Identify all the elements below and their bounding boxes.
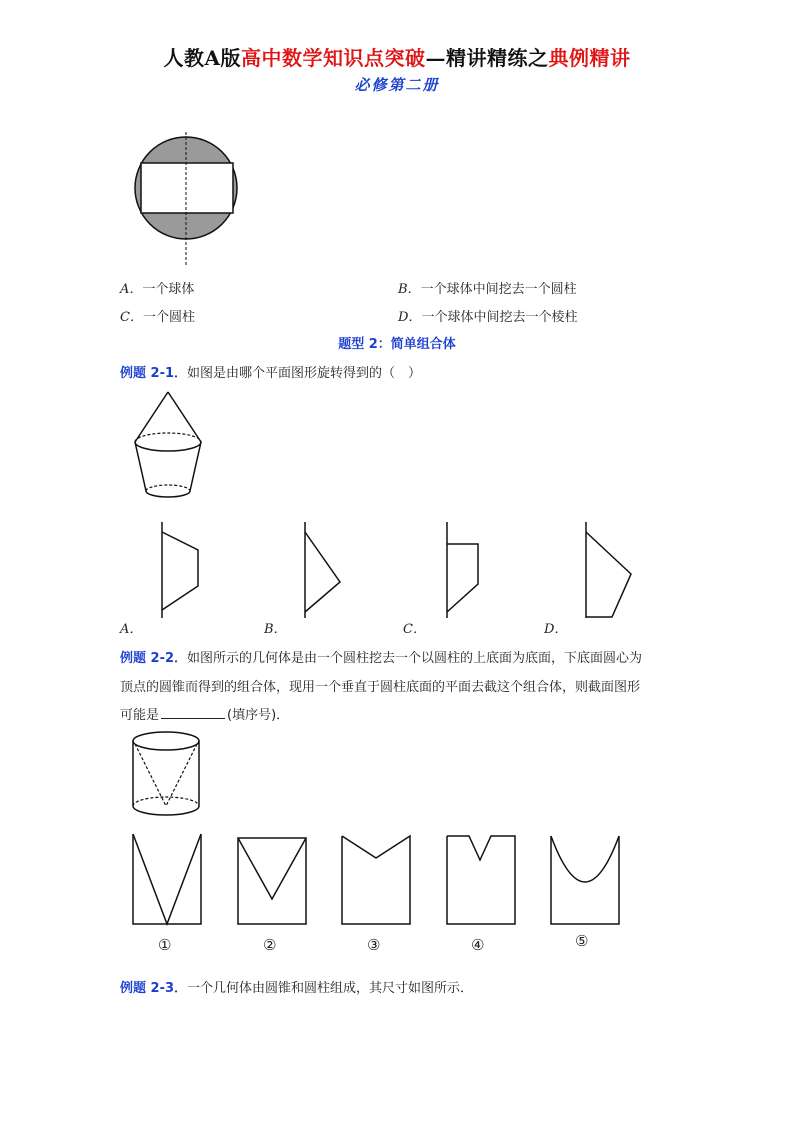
answer-blank[interactable] [161, 706, 225, 719]
example-2-1-prompt: 例题 2-1．如图是由哪个平面图形旋转得到的（ ） [120, 366, 422, 381]
example-2-3-prompt: 例题 2-3．一个几何体由圆锥和圆柱组成，其尺寸如图所示． [120, 981, 474, 996]
cone-frustum-figure [132, 390, 208, 502]
choice-d-label: D． [544, 622, 568, 637]
choice-b-figure [295, 520, 355, 620]
option-a: A．一个球体 [120, 282, 195, 297]
header-part-2: 高中数学知识点突破 [241, 46, 426, 70]
header-part-1: 人教A版 [163, 46, 242, 70]
option-b: B．一个球体中间挖去一个圆柱 [398, 282, 577, 297]
section-figure-5 [549, 834, 621, 926]
cylinder-cone-figure [130, 730, 202, 822]
section-label-5: ⑤ [575, 932, 589, 950]
page-header-subtitle: 必修第二册 [354, 76, 440, 94]
section-label-4: ④ [471, 936, 485, 954]
choice-b-label: B． [264, 622, 287, 637]
option-d: D．一个球体中间挖去一个棱柱 [398, 310, 578, 325]
example-2-3-label: 例题 2-3． [120, 981, 188, 996]
choice-a-figure [150, 520, 210, 620]
choice-d-figure [576, 520, 640, 620]
section-label-2: ② [263, 936, 277, 954]
section-title: 题型 2：简单组合体 [338, 337, 456, 352]
example-2-2-label: 例题 2-2． [120, 651, 188, 666]
example-2-2-line-1: 例题 2-2．如图所示的几何体是由一个圆柱挖去一个以圆柱的上底面为底面，下底面圆心为 [120, 651, 643, 666]
choice-c-label: C． [403, 622, 426, 637]
page-header-title [0, 42, 794, 71]
example-2-2-line-2: 顶点的圆锥而得到的组合体，现用一个垂直于圆柱底面的平面去截这个组合体，则截面图形 [120, 680, 641, 695]
section-figure-4 [445, 834, 517, 926]
example-2-1-label: 例题 2-1． [120, 366, 188, 381]
option-c: C．一个圆柱 [120, 310, 195, 325]
section-figure-1 [130, 832, 204, 926]
choice-c-figure [435, 520, 495, 620]
sphere-rectangle-figure [128, 132, 248, 266]
section-figure-2 [236, 836, 308, 926]
section-label-1: ① [158, 936, 172, 954]
section-figure-3 [340, 834, 412, 926]
header-part-3: —精讲精练之 [425, 46, 549, 70]
choice-a-label: A． [120, 622, 143, 637]
example-2-2-line-3: 可能是 (填序号)． [120, 708, 290, 723]
section-label-3: ③ [367, 936, 381, 954]
header-part-4: 典例精讲 [548, 46, 631, 70]
